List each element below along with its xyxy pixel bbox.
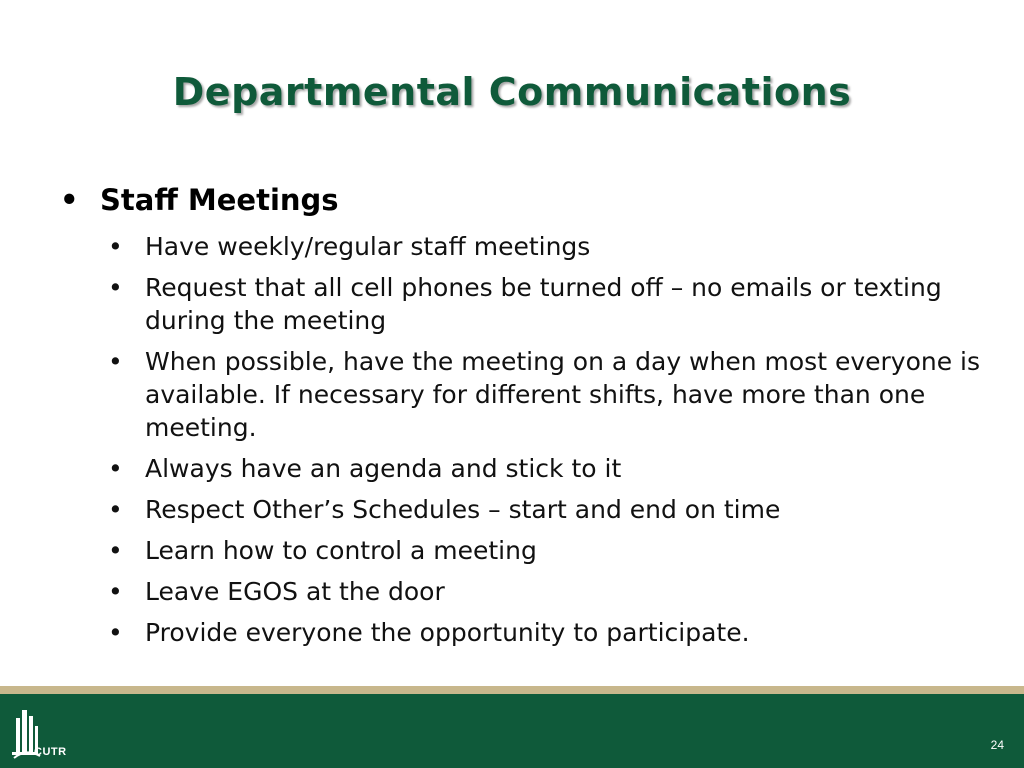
sub-bullet-item [108, 616, 980, 649]
slide-content [60, 180, 980, 657]
sub-bullet-item [108, 493, 980, 526]
bullet-glyph: • [60, 183, 79, 217]
sub-bullet-text: Request that all cell phones be turned off – no emails or texting during the meeting [145, 273, 942, 335]
main-bullet-item [60, 180, 980, 220]
sub-bullet-text: Respect Other’s Schedules – start and end on time [145, 495, 781, 524]
sub-bullet-item [108, 271, 980, 337]
bullet-glyph: • [108, 347, 123, 376]
page-number: 24 [990, 738, 1004, 752]
sub-bullet-text: Always have an agenda and stick to it [145, 454, 622, 483]
sub-bullet-text: When possible, have the meeting on a day when most everyone is available. If necessary for different shifts, have more than one meeting. [145, 347, 981, 442]
sub-bullet-text: Learn how to control a meeting [145, 536, 537, 565]
bullet-glyph: • [108, 536, 123, 565]
footer-accent-stripe [0, 686, 1024, 694]
logo-wordmark: CUTR [34, 746, 67, 758]
bullet-glyph: • [108, 577, 123, 606]
sub-bullet-text: Provide everyone the opportunity to participate. [145, 618, 750, 647]
slide-title: Departmental Communications [172, 70, 852, 114]
bullet-glyph: • [108, 495, 123, 524]
bullet-glyph: • [108, 454, 123, 483]
sub-bullet-item [108, 575, 980, 608]
bullet-glyph: • [108, 232, 123, 261]
sub-bullet-text: Leave EGOS at the door [145, 577, 445, 606]
sub-bullet-item [108, 345, 980, 444]
sub-bullet-item [108, 534, 980, 567]
bullet-glyph: • [108, 273, 123, 302]
main-bullet-label: Staff Meetings [100, 183, 339, 217]
bullet-glyph: • [108, 618, 123, 647]
sub-bullet-item [108, 230, 980, 263]
sub-bullet-text: Have weekly/regular staff meetings [145, 232, 591, 261]
footer-bar [0, 694, 1024, 768]
sub-bullet-item [108, 452, 980, 485]
sub-bullet-list [60, 230, 980, 649]
